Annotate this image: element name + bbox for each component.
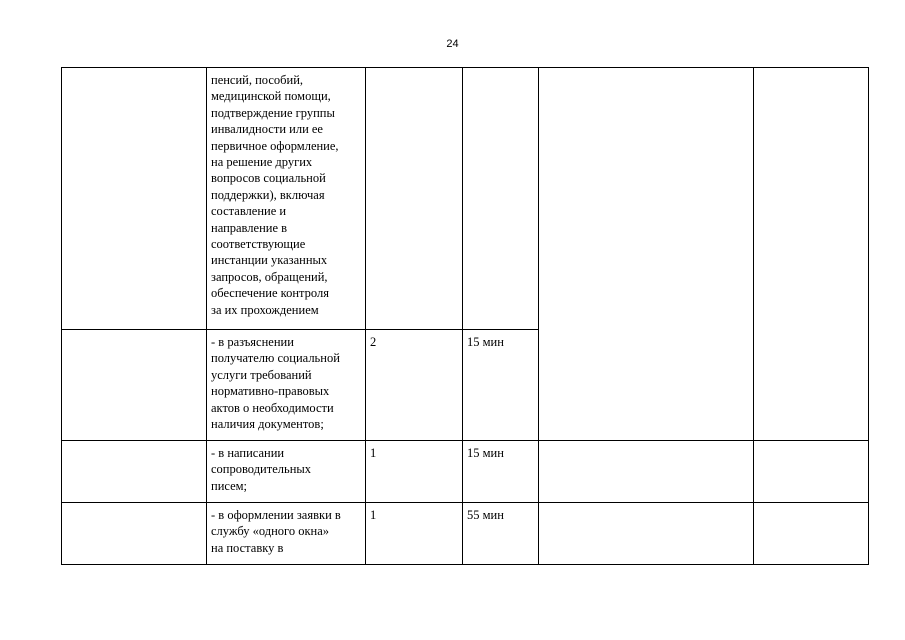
table-cell-extra [754, 68, 869, 441]
table-cell-description: - в разъяснении получателю социальной услуги требований нормативно-правовых актов о необходимости наличия документов; [207, 330, 366, 441]
table-cell-note [539, 68, 754, 441]
table-cell-extra [754, 503, 869, 565]
table-cell-time: 55 мин [463, 503, 539, 565]
table-cell-quantity: 1 [366, 441, 463, 503]
table-cell-extra [754, 441, 869, 503]
table-cell-name [62, 503, 207, 565]
table-cell-name [62, 330, 207, 441]
table-cell-name [62, 68, 207, 330]
table-row [62, 68, 869, 330]
table-cell-description: пенсий, пособий, медицинской помощи, подтверждение группы инвалидности или ее первичное оформление, на решение других вопросов социальной поддержки), включая составление и направление в соответствующие инстанции указанных запросов, обращений, обеспечение контроля за их прохождением [207, 68, 366, 330]
table-cell-time: 15 мин [463, 441, 539, 503]
table-cell-note [539, 503, 754, 565]
page-number: 24 [446, 38, 459, 50]
table-row [62, 503, 869, 565]
table-row [62, 441, 869, 503]
table-cell-description: - в оформлении заявки в службу «одного окна» на поставку в [207, 503, 366, 565]
table-cell-quantity: 2 [366, 330, 463, 441]
table-cell-note [539, 441, 754, 503]
table-cell-quantity: 1 [366, 503, 463, 565]
table-cell-name [62, 441, 207, 503]
services-table [61, 67, 869, 565]
table-cell-time [463, 68, 539, 330]
table-cell-quantity [366, 68, 463, 330]
table-cell-description: - в написании сопроводительных писем; [207, 441, 366, 503]
table-cell-time: 15 мин [463, 330, 539, 441]
